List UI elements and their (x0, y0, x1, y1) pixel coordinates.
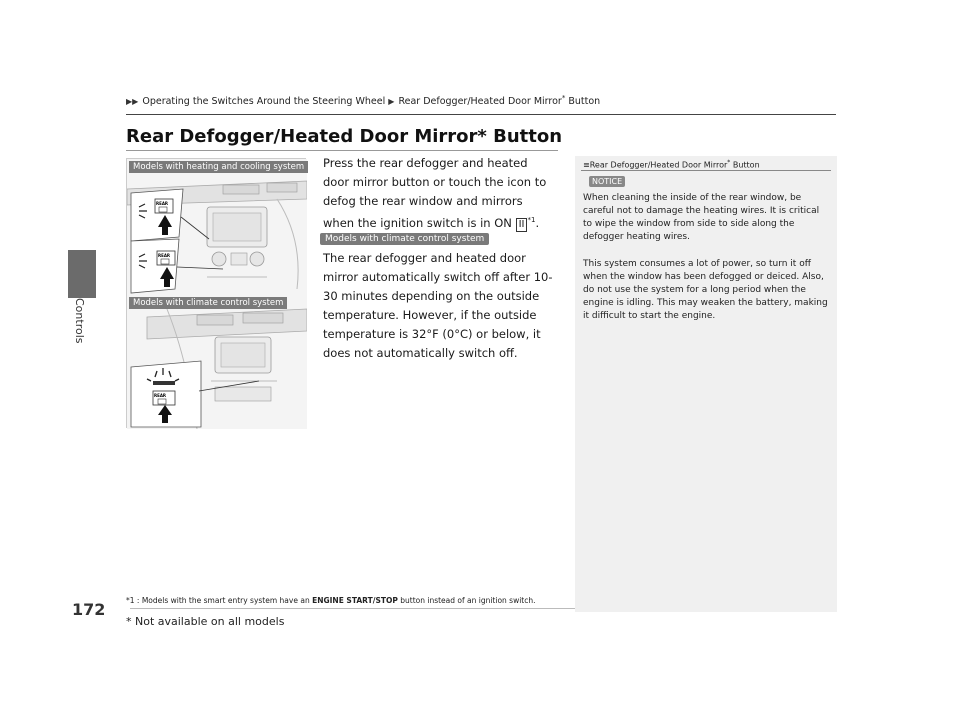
instruction-period: . (535, 215, 540, 230)
notice-text: When cleaning the inside of the rear window, be careful not to damage the heating wires. It is critical to wipe the window from side to side along the defogger heating wires. (583, 193, 820, 242)
page-title-main: Rear Defogger/Heated Door Mirror (126, 126, 478, 147)
header-divider (126, 114, 836, 115)
footnote (126, 596, 536, 605)
section-label: Controls (73, 298, 86, 344)
page-title (126, 126, 562, 147)
breadcrumb-item-tail: Button (565, 96, 601, 108)
dashboard-illustration (126, 158, 306, 428)
side-note-title-text: Rear Defogger/Heated Door Mirror (589, 160, 728, 170)
instruction-text: Press the rear defogger and heated door mirror button or touch the icon to defog the rear window and mirrors when the ignition switch is in ON (323, 156, 547, 230)
notice-badge: NOTICE (589, 176, 625, 187)
footnote-text: Models with the smart entry system have an (141, 596, 313, 605)
info-text: This system consumes a lot of power, so turn it off when the window has been defogged or deiced. Also, do not use the system for a long period when the engine is idling. This may weaken the battery, making it difficult to start the engine. (583, 259, 828, 321)
side-note-title-tail: Button (730, 160, 760, 170)
side-note-asterisk: * (727, 159, 731, 166)
breadcrumb (126, 94, 600, 107)
climate-control-tag: Models with climate control system (320, 233, 489, 245)
page-title-tail: Button (486, 126, 563, 147)
breadcrumb-item-switches[interactable]: Operating the Switches Around the Steering Wheel (142, 96, 386, 108)
section-tab (68, 250, 96, 298)
figure-tag-heating-cooling: Models with heating and cooling system (129, 161, 308, 173)
dashboard-drawing (127, 159, 307, 429)
figure-tag-climate-control: Models with climate control system (129, 297, 287, 309)
footnote-text-end: button instead of an ignition switch. (397, 596, 536, 605)
instruction-paragraph-1 (323, 154, 557, 233)
side-note-divider (581, 170, 831, 171)
svg-text:REAR: REAR (158, 253, 170, 258)
page-title-asterisk: * (477, 126, 487, 147)
side-note-title (583, 159, 760, 170)
instruction-paragraph-2: The rear defogger and heated door mirror automatically switch off after 10-30 minutes depending on the outside temperature. However, if the outside temperature is 32°F (0°C) or below, it does not automatically switch off. (323, 251, 553, 360)
breadcrumb-item-defogger[interactable]: Rear Defogger/Heated Door Mirror (398, 96, 562, 108)
title-divider (126, 150, 558, 151)
footnote-marker: *1 : (126, 596, 142, 605)
breadcrumb-arrow-icon: ▶▶ (126, 97, 139, 107)
svg-text:REAR: REAR (154, 393, 166, 398)
footnote-ref: *1 (527, 216, 536, 224)
breadcrumb-arrow-icon: ▶ (388, 97, 395, 107)
breadcrumb-asterisk: * (561, 94, 566, 102)
page-number: 172 (72, 600, 106, 619)
side-note-panel (575, 156, 837, 612)
availability-note: * Not available on all models (126, 615, 285, 628)
footnote-bold: ENGINE START/STOP (312, 596, 398, 605)
side-note-icon: ≡ (583, 160, 590, 170)
ignition-ii-key: II (516, 218, 528, 232)
svg-text:REAR: REAR (156, 201, 168, 206)
